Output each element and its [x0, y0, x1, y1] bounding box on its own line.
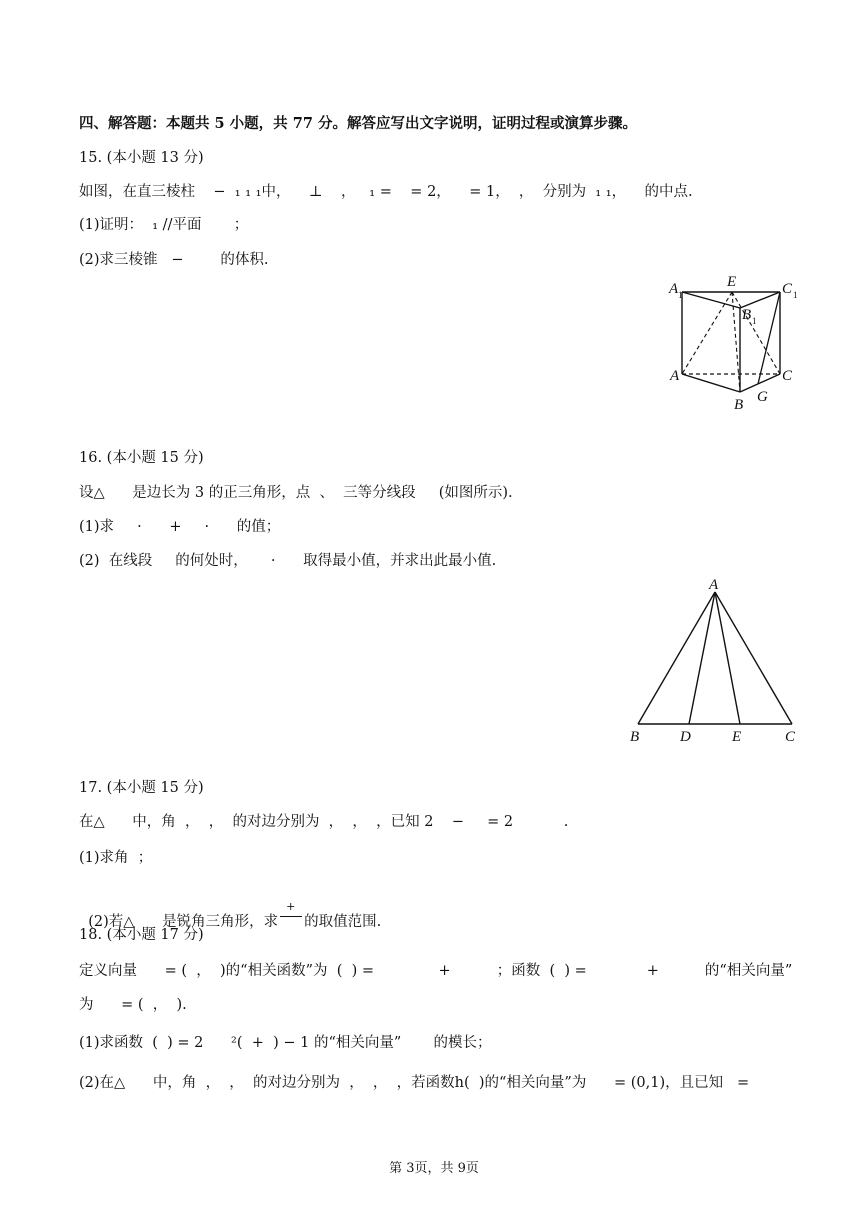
svg-text:1: 1	[678, 290, 683, 300]
label-d: D	[680, 729, 691, 745]
q15-title: 15. (本小题 13 分)	[79, 150, 204, 166]
q15-part2: (2)求三棱锥 − 的体积.	[79, 252, 269, 268]
label-c: C	[782, 368, 793, 384]
label-e: E	[732, 729, 742, 745]
label-e: E	[727, 274, 737, 290]
q16-stem: 设△ 是边长为 3 的正三角形，点 、 三等分线段 (如图所示).	[79, 485, 513, 501]
label-b1: B	[742, 307, 752, 323]
q17-part2-text-a: (2)若△ 是锐角三角形，求	[88, 914, 279, 930]
page-footer: 第 3页，共 9页	[389, 1161, 479, 1176]
q17-fraction-numerator: +	[286, 900, 296, 913]
section-header: 四、解答题：本题共 5 小题，共 77 分。解答应写出文字说明，证明过程或演算步骤。	[79, 115, 637, 132]
svg-text:1: 1	[752, 316, 757, 326]
q18-stem-line1: 定义向量 = ( ， )的“相关函数”为 ( ) = + ；函数 ( ) = + 的“相关向量”	[79, 963, 793, 979]
q17-part1: (1)求角 ；	[79, 850, 153, 866]
svg-text:1: 1	[793, 290, 798, 300]
q18-part1: (1)求函数 ( ) = 2 ²( + ) − 1 的“相关向量” 的模长；	[79, 1035, 492, 1051]
q18-title: 18. (本小题 17 分)	[79, 927, 204, 943]
q17-fraction-bar	[280, 916, 302, 917]
label-a: A	[709, 577, 719, 593]
q17-title: 17. (本小题 15 分)	[79, 780, 204, 796]
label-b: B	[734, 397, 744, 413]
label-a1: A	[669, 281, 679, 297]
q18-stem-line2: 为 = ( ， ).	[79, 997, 187, 1013]
q16-part2: (2) 在线段 的何处时， · 取得最小值，并求出此最小值.	[79, 553, 497, 569]
q15-stem: 如图，在直三棱柱 − ₁ ₁ ₁中， ⊥ ， ₁ = = 2， = 1， ， 分别为 ₁ ₁， 的中点.	[79, 184, 693, 200]
label-c1: C	[782, 281, 793, 297]
prism-figure	[662, 272, 812, 417]
q18-part2: (2)在△ 中，角 ， ， 的对边分别为 ， ， ，若函数h( )的“相关向量”为 = (0,1)，且已知 =	[79, 1075, 750, 1091]
label-b: B	[630, 729, 640, 745]
triangle-figure	[622, 574, 812, 749]
q17-fraction	[278, 900, 304, 926]
q17-stem: 在△ 中，角 ， ， 的对边分别为 ， ， ，已知 2 − = 2 .	[79, 814, 569, 830]
label-c: C	[785, 729, 796, 745]
q16-part1: (1)求 · + · 的值；	[79, 519, 281, 535]
label-a: A	[670, 368, 680, 384]
label-g: G	[757, 389, 768, 405]
q17-part2-text-b: 的取值范围.	[304, 914, 382, 930]
q16-title: 16. (本小题 15 分)	[79, 450, 204, 466]
q15-part1: (1)证明： ₁ //平面 ；	[79, 217, 249, 233]
